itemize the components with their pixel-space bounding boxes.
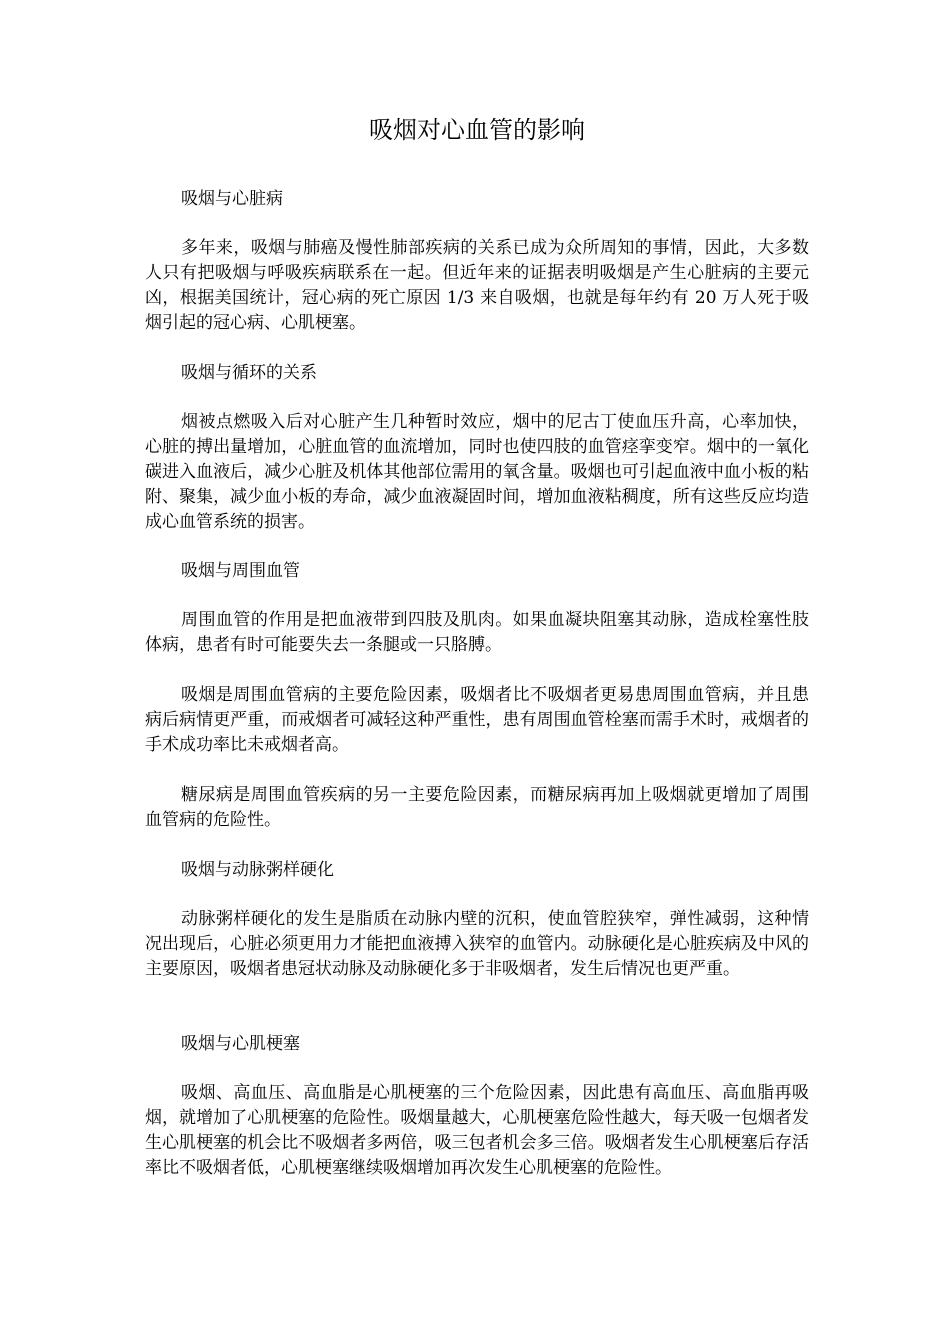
section-heading-circulation: 吸烟与循环的关系 (181, 363, 317, 383)
paragraph-atherosclerosis: 动脉粥样硬化的发生是脂质在动脉内壁的沉积，使血管腔狭窄，弹性减弱，这种情况出现后，心脏必须更用力才能把血液搏入狭窄的血管内。动脉硬化是心脏疾病及中风的主要原因，吸烟者患冠状动脉及动脉硬化多于非吸烟者，发生后情况也更严重。 (145, 909, 809, 979)
paragraph-circulation: 烟被点燃吸入后对心脏产生几种暂时效应，烟中的尼古丁使血压升高，心率加快，心脏的搏出量增加，心脏血管的血流增加，同时也使四肢的血管痉挛变窄。烟中的一氧化碳进入血液后，减少心脏及机体其他部位需用的氧含量。吸烟也可引起血液中血小板的粘附、聚集，减少血小板的寿命，减少血液凝固时间，增加血液粘稠度，所有这些反应均造成心血管系统的损害。 (145, 412, 809, 532)
paragraph-peripheral-vessels-1: 周围血管的作用是把血液带到四肢及肌肉。如果血凝块阻塞其动脉，造成栓塞性肢体病，患者有时可能要失去一条腿或一只胳膊。 (145, 610, 809, 655)
paragraph-peripheral-vessels-2: 吸烟是周围血管病的主要危险因素，吸烟者比不吸烟者更易患周围血管病，并且患病后病情更严重，而戒烟者可减轻这种严重性，患有周围血管栓塞而需手术时，戒烟者的手术成功率比未戒烟者高。 (145, 685, 809, 755)
document-title: 吸烟对心血管的影响 (369, 116, 585, 144)
section-heading-atherosclerosis: 吸烟与动脉粥样硬化 (181, 860, 334, 880)
paragraph-peripheral-vessels-3: 糖尿病是周围血管疾病的另一主要危险因素，而糖尿病再加上吸烟就更增加了周围血管病的危险性。 (145, 785, 809, 830)
section-heading-heart-disease: 吸烟与心脏病 (181, 189, 283, 209)
section-heading-peripheral-vessels: 吸烟与周围血管 (181, 561, 300, 581)
section-heading-myocardial-infarction: 吸烟与心肌梗塞 (181, 1034, 300, 1054)
paragraph-heart-disease: 多年来，吸烟与肺癌及慢性肺部疾病的关系已成为众所周知的事情，因此，大多数人只有把吸烟与呼吸疾病联系在一起。但近年来的证据表明吸烟是产生心脏病的主要元凶，根据美国统计，冠心病的死亡原因 1/3 来自吸烟，也就是每年约有 20 万人死于吸烟引起的冠心病、心肌梗塞。 (145, 238, 809, 333)
paragraph-myocardial-infarction: 吸烟、高血压、高血脂是心肌梗塞的三个危险因素，因此患有高血压、高血脂再吸烟，就增加了心肌梗塞的危险性。吸烟量越大，心肌梗塞危险性越大，每天吸一包烟者发生心肌梗塞的机会比不吸烟者多两倍，吸三包者机会多三倍。吸烟者发生心肌梗塞后存活率比不吸烟者低，心肌梗塞继续吸烟增加再次发生心肌梗塞的危险性。 (145, 1083, 809, 1178)
